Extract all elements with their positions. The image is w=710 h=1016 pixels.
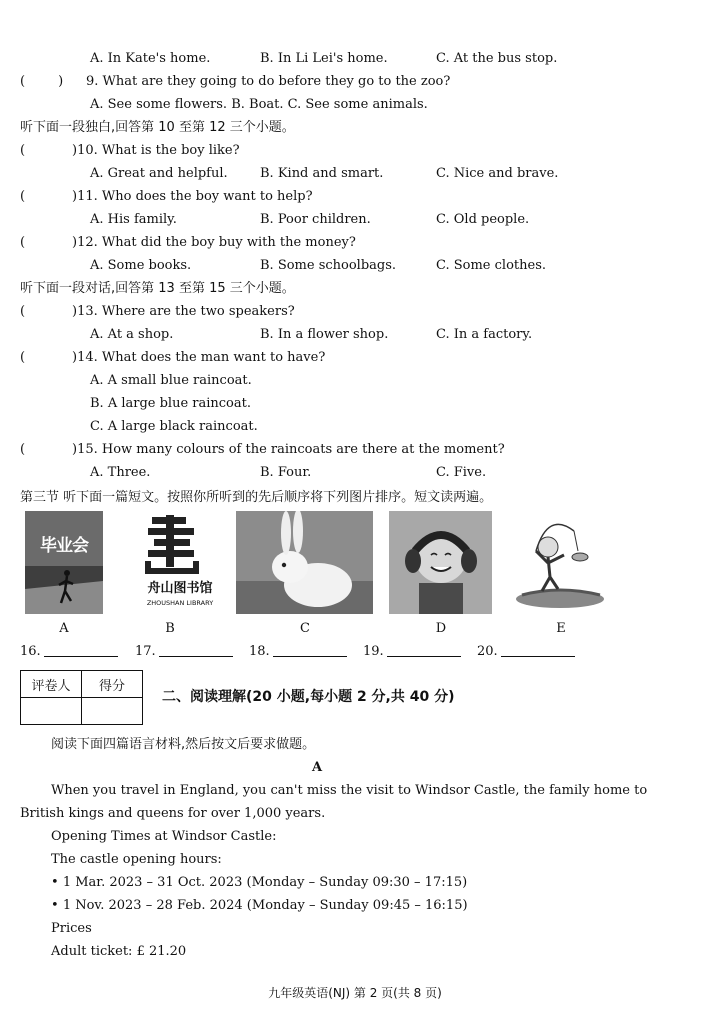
q13-option-b: B. In a flower shop. [260,327,389,342]
q9-stem [20,73,450,91]
part-two-instruction: 阅读下面四篇语言材料,然后按文后要求做题。 [51,737,316,752]
q12-option-a: A. Some books. [90,258,192,273]
bullet-text: 1 Nov. 2023 – 28 Feb. 2024 (Monday – Sunday 09:45 – 16:15) [62,898,468,913]
poster-title: 毕业会 [40,536,88,556]
q10-stem: ( )10. What is the boy like? [20,143,240,158]
picture-label-b: B [165,621,175,636]
passage-line-2: British kings and queens for over 1,000 years. [20,806,326,821]
poster-illustration [25,511,103,614]
q12-stem: ( )12. What did the boy buy with the money? [20,235,356,250]
blank-number: 17. [135,644,156,659]
passage-line-3: Opening Times at Windsor Castle: [51,829,277,844]
score-box [20,670,143,725]
blank-19 [363,643,461,661]
q15-option-a: A. Three. [90,465,151,480]
q13-option-c: C. In a factory. [436,327,533,342]
rabbit-icon [236,511,373,614]
blank-number: 20. [477,644,498,659]
blank-16 [20,643,118,661]
blank-18 [249,643,347,661]
q14-text: )14. What does the man want to have? [72,350,326,365]
picture-b-library-logo [140,515,220,618]
passage-line-4: The castle opening hours: [51,852,222,867]
child-headphones-icon [389,511,492,614]
library-name-en: ZHOUSHAN LIBRARY [146,599,214,607]
section-three-title: 第三节 听下面一篇短文。按照你所听到的先后顺序将下列图片排序。短文读两遍。 [20,490,493,505]
picture-c-rabbit [236,511,373,614]
picture-label-a: A [59,621,69,636]
q12-option-b: B. Some schoolbags. [260,258,397,273]
q10-text: )10. What is the boy like? [72,143,240,158]
picture-a-poster [25,511,103,614]
grader-cell[interactable] [21,698,82,725]
opening-bullet-2 [51,897,468,915]
grader-header: 评卷人 [21,671,82,698]
q15-stem: ( )15. How many colours of the raincoats are there at the moment? [20,442,505,457]
library-name-cn: 舟山图书馆 [147,581,213,596]
q8-option-a: A. In Kate's home. [90,51,211,66]
picture-e-cartoon-fishing [508,511,611,614]
q11-stem: ( )11. Who does the boy want to help? [20,189,313,204]
bullet-text: 1 Mar. 2023 – 31 Oct. 2023 (Monday – Sunday 09:30 – 17:15) [62,875,468,890]
prices-heading: Prices [51,921,92,936]
q11-option-a: A. His family. [90,212,177,227]
q14-option-a: A. A small blue raincoat. [90,373,252,388]
passage-line-1: When you travel in England, you can't miss the visit to Windsor Castle, the family home to [51,783,648,798]
q14-stem: ( )14. What does the man want to have? [20,350,326,365]
opening-bullet-1 [51,874,467,892]
bullet-icon: • [51,898,63,913]
q14-option-c: C. A large black raincoat. [90,419,258,434]
blank-number: 18. [249,644,270,659]
q10-option-a: A. Great and helpful. [90,166,228,181]
q14-option-b: B. A large blue raincoat. [90,396,251,411]
cartoon-fishing-icon [508,511,611,614]
q10-option-b: B. Kind and smart. [260,166,384,181]
answer-paren: ( ) [20,74,64,89]
q12-text: )12. What did the boy buy with the money? [72,235,356,250]
picture-d-child-headphones [389,511,492,614]
q13-stem: ( )13. Where are the two speakers? [20,304,295,319]
picture-label-e: E [556,621,566,636]
section-dialogue: 听下面一段对话,回答第 13 至第 15 三个小题。 [20,281,295,296]
answer-line[interactable] [159,643,233,657]
passage-letter: A [312,760,323,775]
q8-option-c: C. At the bus stop. [436,51,558,66]
library-logo-icon [140,515,220,577]
blank-20 [477,643,575,661]
q11-option-b: B. Poor children. [260,212,371,227]
answer-line[interactable] [273,643,347,657]
blank-17 [135,643,233,661]
blank-number: 19. [363,644,384,659]
q11-option-c: C. Old people. [436,212,530,227]
q11-text: )11. Who does the boy want to help? [72,189,313,204]
q13-option-a: A. At a shop. [90,327,174,342]
page-footer: 九年级英语(NJ) 第 2 页(共 8 页) [268,986,442,1000]
q10-option-c: C. Nice and brave. [436,166,559,181]
q9-text: 9. What are they going to do before they go to the zoo? [86,74,451,89]
q15-text: )15. How many colours of the raincoats are there at the moment? [72,442,505,457]
bullet-icon: • [51,875,63,890]
answer-line[interactable] [44,643,118,657]
answer-line[interactable] [501,643,575,657]
section-monologue: 听下面一段独白,回答第 10 至第 12 三个小题。 [20,120,295,135]
q13-text: )13. Where are the two speakers? [72,304,295,319]
score-header: 得分 [82,671,143,698]
picture-label-d: D [435,621,447,636]
adult-ticket-price: Adult ticket: £ 21.20 [51,944,187,959]
picture-label-c: C [300,621,310,636]
part-two-title: 二、阅读理解(20 小题,每小题 2 分,共 40 分) [162,689,455,705]
q15-option-b: B. Four. [260,465,312,480]
answer-line[interactable] [387,643,461,657]
q8-option-b: B. In Li Lei's home. [260,51,388,66]
q15-option-c: C. Five. [436,465,487,480]
q9-options: A. See some flowers. B. Boat. C. See some animals. [90,97,428,112]
blank-number: 16. [20,644,41,659]
q12-option-c: C. Some clothes. [436,258,546,273]
score-cell[interactable] [82,698,143,725]
